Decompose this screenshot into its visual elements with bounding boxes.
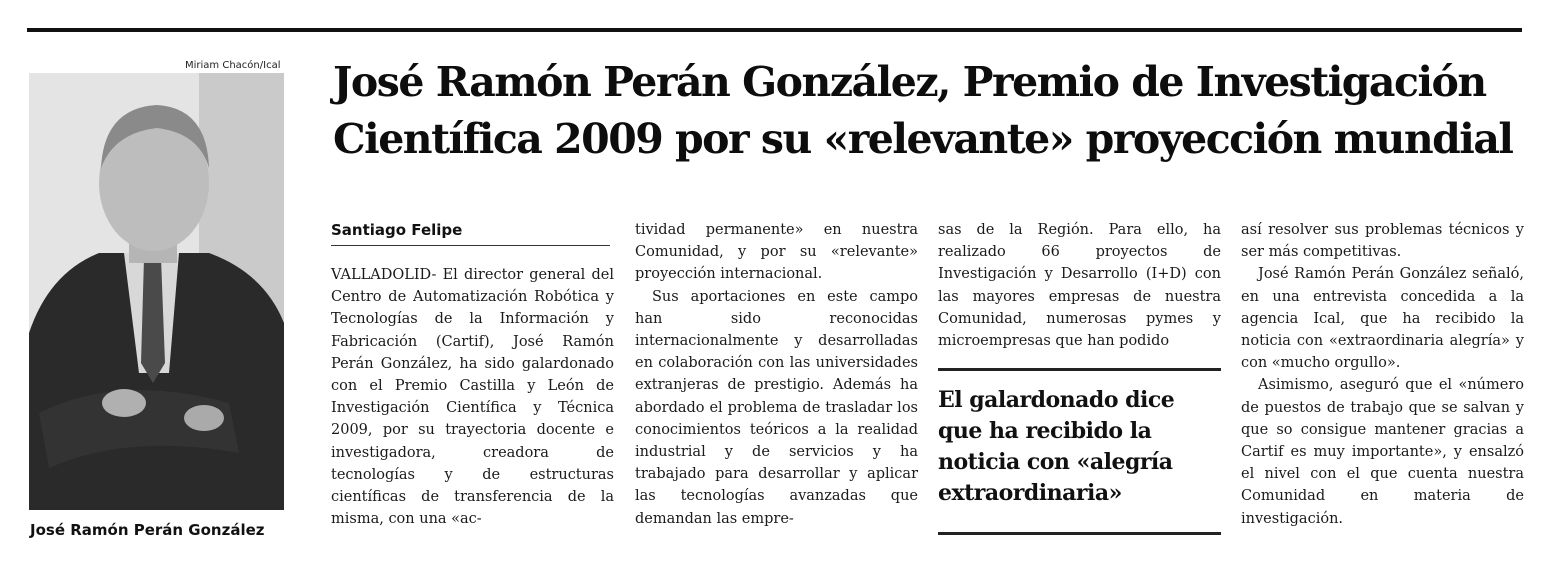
paragraph: tividad permanente» en nuestra Comunidad, y por su «relevante» proyección internacional. bbox=[635, 222, 918, 283]
headline-line: Científica 2009 por su «relevante» proyección mundial bbox=[333, 115, 1513, 163]
paragraph: sas de la Región. Para ello, ha realizado 66 proyectos de Investigación y Desarrollo (I+D) con las mayores empresas de nuestra Comunidad, numerosas pymes y microempresas que han podido bbox=[938, 222, 1221, 350]
paragraph: así resolver sus problemas técnicos y ser más competitivas. bbox=[1241, 222, 1524, 261]
photo-credit: Miriam Chacón/Ical bbox=[185, 60, 281, 71]
photo-caption: José Ramón Perán González bbox=[30, 521, 265, 539]
column-2 bbox=[635, 219, 918, 530]
top-rule bbox=[27, 28, 1522, 32]
byline-rule bbox=[331, 245, 610, 246]
column-1 bbox=[331, 264, 614, 530]
pull-quote-bottom-rule bbox=[938, 532, 1221, 535]
column-3 bbox=[938, 219, 1221, 352]
pull-quote-line: El galardonado dice bbox=[938, 387, 1175, 413]
column-4 bbox=[1241, 219, 1524, 530]
pull-quote-line: que ha recibido la bbox=[938, 418, 1152, 444]
paragraph: Asimismo, aseguró que el «número de puestos de trabajo que se salvan y que so consigue mantener gracias a Cartif es muy importante», y ensalzó el nivel con el que cuenta nuestra Comunidad en materia de investigación. bbox=[1241, 377, 1524, 527]
pull-quote-top-rule bbox=[938, 368, 1221, 371]
portrait-photo bbox=[29, 73, 284, 510]
paragraph: Sus aportaciones en este campo han sido reconocidas internacionalmente y desarrolladas en colaboración con las universidades extranjeras de prestigio. Además ha abordado el problema de trasladar los conocimientos teóricos a la realidad industrial y de servicios y ha trabajado para desarrollar y aplicar las tecnologías avanzadas que demandan las empre- bbox=[635, 288, 918, 527]
paragraph: José Ramón Perán González señaló, en una entrevista concedida a la agencia Ical, que ha recibido la noticia con «extraordinaria alegría» y con «mucho orgullo». bbox=[1241, 266, 1524, 372]
pull-quote bbox=[938, 385, 1221, 509]
pull-quote-line: extraordinaria» bbox=[938, 480, 1122, 506]
headline bbox=[333, 54, 1533, 168]
pull-quote-line: noticia con «alegría bbox=[938, 449, 1173, 475]
paragraph: VALLADOLID- El director general del Centro de Automatización Robótica y Tecnologías de la Información y Fabricación (Cartif), José Ramón Perán González, ha sido galardonado con el Premio Castilla y León de Investigación Científica y Técnica 2009, por su trayectoria docente e investigadora, creadora de tecnologías y de estructuras científicas de transferencia de la misma, con una «ac- bbox=[331, 267, 614, 528]
headline-line: José Ramón Perán González, Premio de Investigación bbox=[333, 58, 1486, 106]
byline: Santiago Felipe bbox=[331, 221, 463, 239]
